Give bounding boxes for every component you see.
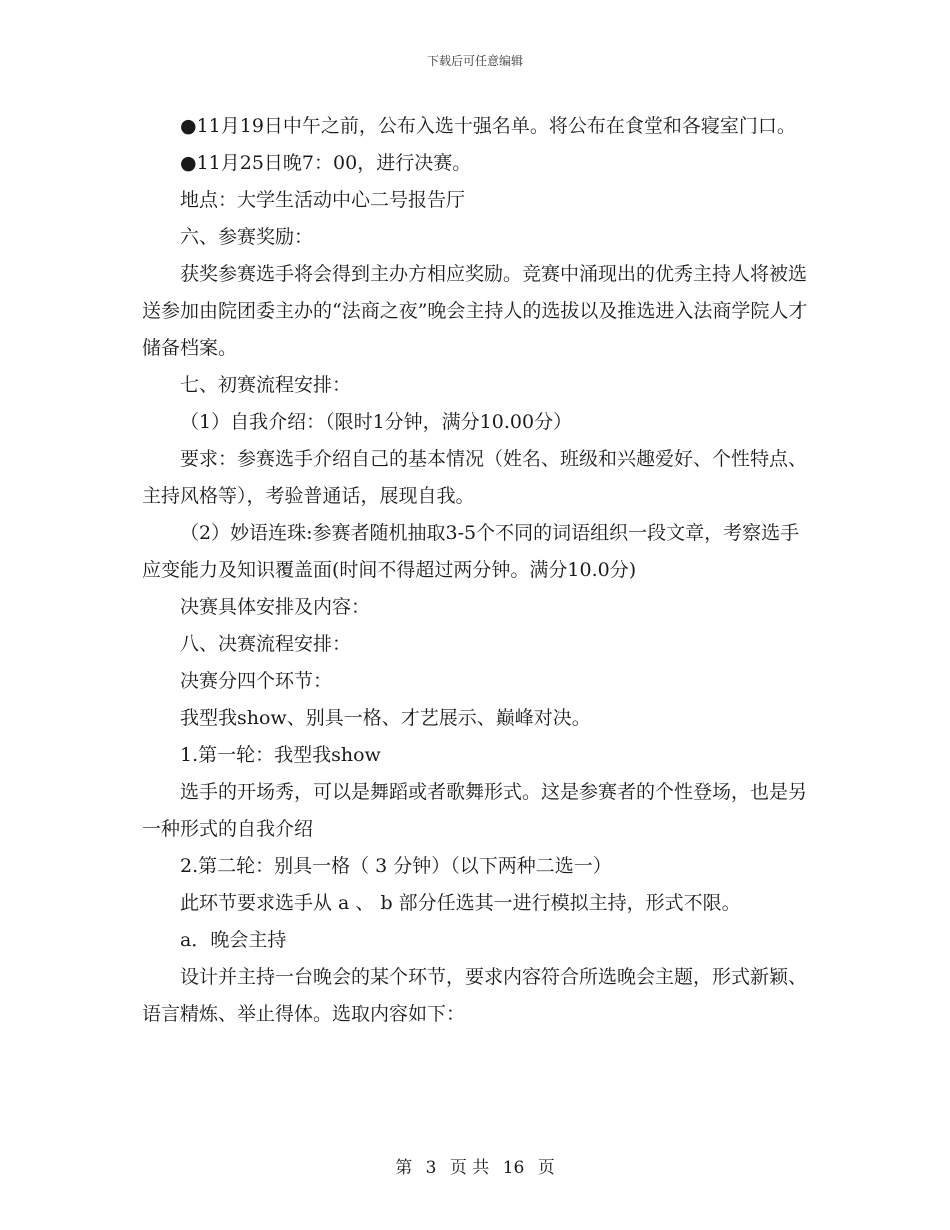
page-footer: [0, 1153, 950, 1178]
paragraph: 获奖参赛选手将会得到主办方相应奖励。竞赛中涌现出的优秀主持人将被选送参加由院团委主办的“法商之夜”晚会主持人的选拔以及推选进入法商学院人才储备档案。: [142, 263, 808, 359]
page-header: 下载后可任意编辑: [426, 54, 523, 68]
paragraph: 我型我show、别具一格、才艺展示、巅峰对决。: [180, 707, 591, 729]
paragraph: 决赛具体安排及内容：: [180, 596, 371, 618]
paragraph: ●11月19日中午之前，公布入选十强名单。将公布在食堂和各寝室门口。: [180, 115, 796, 137]
section-heading: 六、参赛奖励：: [180, 226, 314, 248]
paragraph: 2.第二轮：别具一格（ 3 分钟）（以下两种二选一）: [180, 855, 612, 877]
footer-page-number: 3: [425, 1158, 437, 1178]
footer-suffix: 页: [537, 1158, 555, 1178]
paragraph: 选手的开场秀，可以是舞蹈或者歌舞形式。这是参赛者的个性登场，也是另一种形式的自我介绍: [142, 781, 808, 840]
paragraph: 设计并主持一台晚会的某个环节，要求内容符合所选晚会主题，形式新颖、语言精炼、举止得体。选取内容如下：: [142, 966, 808, 1025]
paragraph: 1.第一轮：我型我show: [180, 744, 381, 766]
paragraph: 地点：大学生活动中心二号报告厅: [180, 189, 466, 211]
paragraph: （1）自我介绍：（限时1分钟，满分10.00分）: [180, 411, 573, 433]
paragraph: ●11月25日晚7：00，进行决赛。: [180, 152, 472, 174]
paragraph: （2）妙语连珠:参赛者随机抽取3-5个不同的词语组织一段文章，考察选手应变能力及知识覆盖面(时间不得超过两分钟。满分10.0分): [142, 522, 800, 581]
footer-total-pages: 16: [502, 1158, 525, 1178]
section-heading: 八、决赛流程安排：: [180, 633, 352, 655]
section-heading: 七、初赛流程安排：: [180, 374, 352, 396]
footer-prefix: 第: [395, 1158, 413, 1178]
document-body: [142, 108, 812, 1033]
paragraph: 此环节要求选手从 a 、 b 部分任选其一进行模拟主持，形式不限。: [180, 892, 741, 914]
footer-middle: 页 共: [449, 1158, 490, 1178]
paragraph: 要求：参赛选手介绍自己的基本情况（姓名、班级和兴趣爱好、个性特点、主持风格等），考验普通话，展现自我。: [142, 448, 808, 507]
paragraph: a．晚会主持: [180, 929, 287, 951]
paragraph: 决赛分四个环节：: [180, 670, 333, 692]
